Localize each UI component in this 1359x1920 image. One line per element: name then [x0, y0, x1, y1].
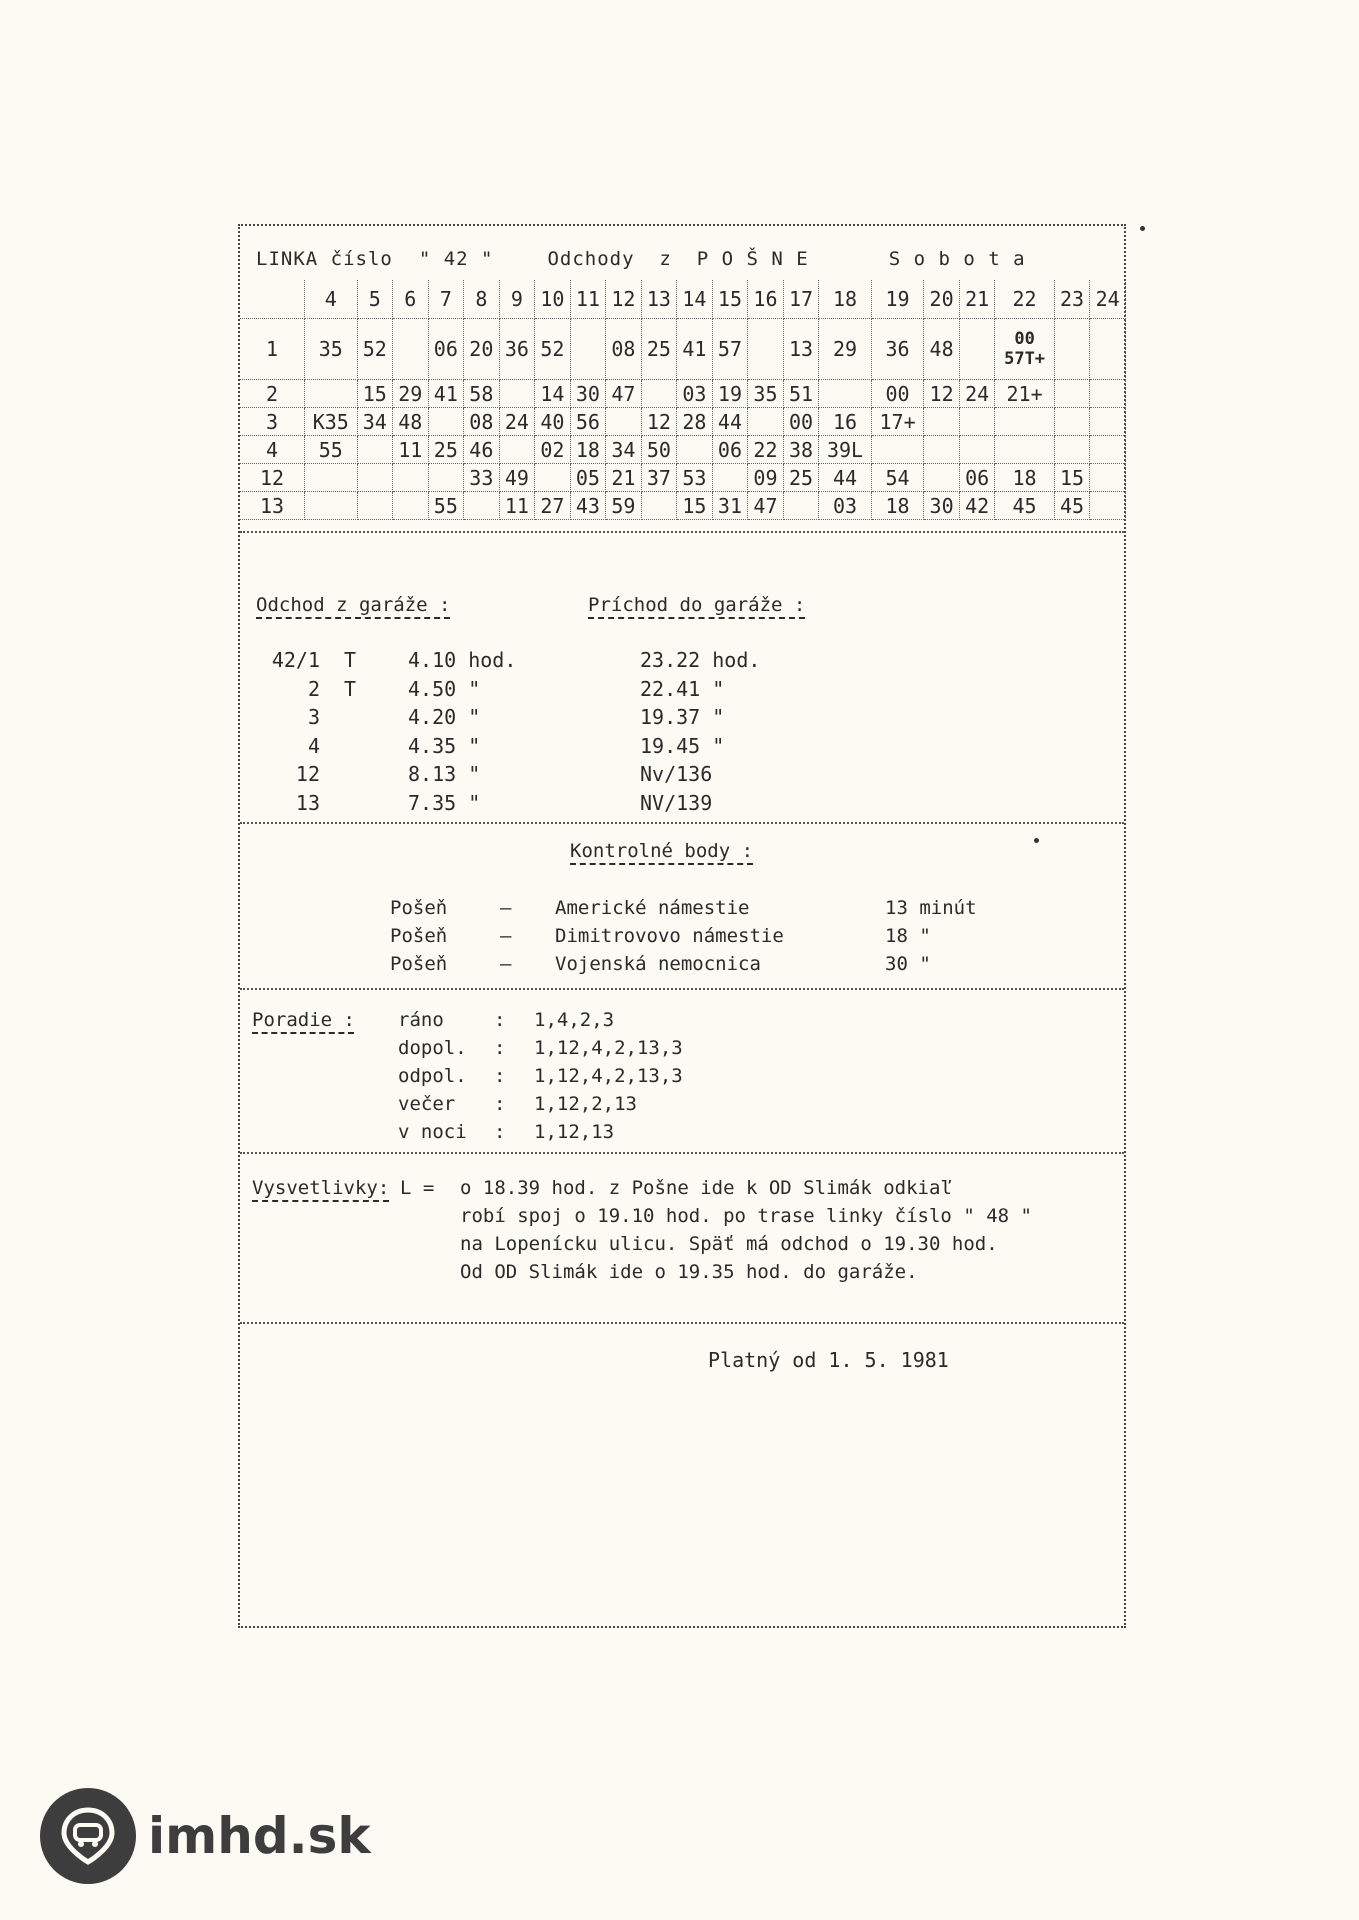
garage-dep: 7.35 "	[408, 790, 481, 815]
kontrol-dash: –	[500, 953, 512, 975]
hour-cell: 11	[570, 280, 606, 319]
minute-cell: 53	[677, 464, 713, 492]
hour-cell: 23	[1054, 280, 1090, 319]
valid-from: Platný od 1. 5. 1981	[708, 1348, 949, 1372]
minute-cell	[305, 380, 358, 408]
minute-cell: 12	[924, 380, 960, 408]
garage-line: 4	[307, 733, 320, 758]
divider	[240, 1322, 1124, 1324]
minute-cell	[570, 319, 606, 380]
poradie-list	[252, 1006, 683, 1146]
minute-cell: 25	[641, 319, 677, 380]
minute-cell	[428, 464, 464, 492]
poradie-row	[252, 1006, 683, 1034]
minute-cell	[305, 492, 358, 520]
minute-cell: 46	[464, 436, 500, 464]
garage-type	[320, 732, 380, 761]
minute-cell	[1090, 380, 1126, 408]
minute-cell: 42	[959, 492, 995, 520]
minute-cell	[924, 464, 960, 492]
row-label: 4	[240, 436, 305, 464]
kontrol-to: Dimitrovovo námestie	[555, 925, 784, 947]
minute-cell	[819, 380, 872, 408]
minute-cell: 11	[499, 492, 535, 520]
minute-cell: 18	[871, 492, 924, 520]
poradie-v: 1,12,4,2,13,3	[534, 1037, 683, 1059]
minute-cell: 35	[305, 319, 358, 380]
poradie-title	[252, 1006, 398, 1034]
hour-cell: 20	[924, 280, 960, 319]
minute-cell: 36	[499, 319, 535, 380]
minute-cell: 29	[393, 380, 429, 408]
row-label: 2	[240, 380, 305, 408]
garage-arr: 22.41 "	[640, 676, 725, 701]
minute-cell: 57	[712, 319, 748, 380]
minute-cell	[464, 492, 500, 520]
grid-row	[240, 380, 1126, 408]
minute-cell: 31	[712, 492, 748, 520]
garage-row	[256, 646, 840, 675]
minute-cell: 28	[677, 408, 713, 436]
poradie-v: 1,12,4,2,13,3	[534, 1065, 683, 1087]
vysv-key	[400, 1202, 460, 1230]
minute-cell	[499, 380, 535, 408]
garage-type	[320, 789, 380, 818]
kontrol-time: 18 "	[885, 925, 931, 947]
minute-cell: 37	[641, 464, 677, 492]
minute-cell: 34	[606, 436, 642, 464]
minute-cell	[1090, 319, 1126, 380]
odchod-title-text: Odchod z garáže :	[256, 594, 451, 616]
poradie-title	[252, 1090, 398, 1118]
vysv-label	[252, 1174, 400, 1202]
hour-cell: 13	[641, 280, 677, 319]
garage-arr: 19.45 "	[640, 733, 725, 758]
odchod-title	[256, 594, 450, 616]
minute-cell: 08	[606, 319, 642, 380]
minute-cell	[748, 319, 784, 380]
vysv-title-text: Vysvetlivky:	[252, 1177, 390, 1199]
minute-cell: 20	[464, 319, 500, 380]
poradie-k: večer	[398, 1093, 456, 1115]
garage-type	[320, 703, 380, 732]
grid-body	[240, 319, 1126, 520]
hour-cell: 9	[499, 280, 535, 319]
minute-cell: 48	[924, 319, 960, 380]
minute-cell: 47	[606, 380, 642, 408]
vysv-label	[252, 1202, 400, 1230]
odchody-label: Odchody z P O Š N E	[547, 248, 809, 270]
poradie-row	[252, 1118, 683, 1146]
vysv-label	[252, 1258, 400, 1286]
grid-row	[240, 319, 1126, 380]
poradie-row	[252, 1090, 683, 1118]
kontrol-row	[390, 922, 977, 950]
minute-cell	[1054, 319, 1090, 380]
hour-cell: 16	[748, 280, 784, 319]
hour-cell: 6	[393, 280, 429, 319]
kontrol-to: Americké námestie	[555, 897, 750, 919]
minute-cell	[995, 436, 1054, 464]
minute-cell	[606, 408, 642, 436]
minute-cell	[305, 464, 358, 492]
grid-row	[240, 436, 1126, 464]
minute-cell	[1054, 408, 1090, 436]
poradie-d: :	[494, 1037, 506, 1059]
minute-cell	[1054, 436, 1090, 464]
minute-cell	[357, 464, 393, 492]
minute-cell: 05	[570, 464, 606, 492]
grid-row	[240, 492, 1126, 520]
minute-cell	[712, 464, 748, 492]
kontrol-dash: –	[500, 897, 512, 919]
vysv-row	[252, 1258, 1032, 1286]
vysv-label	[252, 1230, 400, 1258]
vysv-line: Od OD Slimák ide o 19.35 hod. do garáže.	[460, 1261, 918, 1283]
minute-cell: 08	[464, 408, 500, 436]
hour-cell: 4	[305, 280, 358, 319]
minute-cell: 45	[995, 492, 1054, 520]
minute-cell: 03	[677, 380, 713, 408]
vysv-line: o 18.39 hod. z Pošne ide k OD Slimák odkiaľ	[460, 1177, 952, 1199]
minute-cell	[1090, 464, 1126, 492]
speck	[1140, 226, 1145, 231]
garage-type	[320, 760, 380, 789]
minute-cell: 34	[357, 408, 393, 436]
minute-cell: 45	[1054, 492, 1090, 520]
poradie-title	[252, 1062, 398, 1090]
garage-arr: 19.37 "	[640, 705, 725, 729]
minute-cell: 24	[499, 408, 535, 436]
minute-cell: 21	[606, 464, 642, 492]
poradie-title	[252, 1118, 398, 1146]
garage-type: T	[343, 648, 357, 672]
minute-cell: 52	[357, 319, 393, 380]
divider	[240, 988, 1124, 990]
minute-cell: 44	[712, 408, 748, 436]
minute-cell	[1090, 436, 1126, 464]
garage-dep: 4.35 "	[408, 733, 481, 758]
garage-line: 3	[307, 705, 320, 729]
minute-cell: 41	[428, 380, 464, 408]
kontrol-row	[390, 894, 977, 922]
garage-dep: 4.10 hod.	[408, 648, 517, 672]
hour-cell: 12	[606, 280, 642, 319]
minute-cell: 15	[1054, 464, 1090, 492]
linka-number: " 42 "	[418, 248, 494, 270]
minute-cell: K35	[305, 408, 358, 436]
kontrol-dash: –	[500, 925, 512, 947]
minute-cell: 18	[995, 464, 1054, 492]
garage-dep: 4.20 "	[408, 705, 481, 729]
minute-cell	[393, 319, 429, 380]
bus-pin-icon	[40, 1788, 136, 1884]
vysv-line: na Lopenícku ulicu. Späť má odchod o 19.30 hod.	[460, 1233, 998, 1255]
minute-cell	[357, 492, 393, 520]
minute-cell: 00 57T+	[995, 319, 1054, 380]
kontrol-row	[390, 950, 977, 978]
minute-cell: 06	[712, 436, 748, 464]
minute-cell	[1054, 380, 1090, 408]
poradie-k: ráno	[398, 1009, 444, 1031]
kontrol-from: Pošeň	[390, 953, 448, 975]
vysv-line: robí spoj o 19.10 hod. po trase linky číslo " 48 "	[460, 1205, 1032, 1227]
vysv-row	[252, 1174, 1032, 1202]
minute-cell: 54	[871, 464, 924, 492]
poradie-d: :	[494, 1065, 506, 1087]
minute-cell: 55	[428, 492, 464, 520]
minute-cell: 12	[641, 408, 677, 436]
minute-cell	[959, 408, 995, 436]
corner-cell	[240, 280, 305, 319]
minute-cell: 17+	[871, 408, 924, 436]
divider	[240, 822, 1124, 824]
minute-cell	[924, 408, 960, 436]
poradie-d: :	[494, 1009, 506, 1031]
hour-cell: 19	[871, 280, 924, 319]
poradie-row	[252, 1062, 683, 1090]
minute-cell: 19	[712, 380, 748, 408]
garage-table	[256, 646, 840, 817]
garage-line: 12	[295, 762, 320, 786]
minute-cell: 16	[819, 408, 872, 436]
minute-cell: 21+	[995, 380, 1054, 408]
row-label: 1	[240, 319, 305, 380]
garage-arr: Nv/136	[640, 762, 713, 786]
garage-row	[256, 760, 840, 789]
minute-cell: 55	[305, 436, 358, 464]
minute-cell: 06	[428, 319, 464, 380]
poradie-title-text: Poradie :	[252, 1009, 355, 1031]
poradie-v: 1,4,2,3	[534, 1009, 615, 1031]
vysv-row	[252, 1230, 1032, 1258]
minute-cell: 15	[357, 380, 393, 408]
garage-arr: 23.22 hod.	[640, 648, 761, 672]
row-label: 3	[240, 408, 305, 436]
garage-arr: NV/139	[640, 790, 713, 815]
minute-cell	[748, 408, 784, 436]
grid-row	[240, 408, 1126, 436]
minute-cell	[783, 492, 819, 520]
minute-cell: 24	[959, 380, 995, 408]
garage-row	[256, 703, 840, 732]
minute-cell	[959, 319, 995, 380]
minute-cell	[1090, 408, 1126, 436]
linka-label: LINKA číslo	[256, 248, 393, 270]
garage-row	[256, 675, 840, 704]
minute-cell	[499, 436, 535, 464]
hour-cell: 5	[357, 280, 393, 319]
minute-cell: 00	[783, 408, 819, 436]
minute-cell: 40	[535, 408, 571, 436]
minute-cell	[677, 436, 713, 464]
poradie-k: v noci	[398, 1121, 467, 1143]
minute-cell: 11	[393, 436, 429, 464]
hour-cell: 18	[819, 280, 872, 319]
minute-cell: 56	[570, 408, 606, 436]
minute-cell: 09	[748, 464, 784, 492]
minute-cell: 29	[819, 319, 872, 380]
minute-cell: 48	[393, 408, 429, 436]
vysv-key	[400, 1258, 460, 1286]
row-label: 12	[240, 464, 305, 492]
hour-cell: 15	[712, 280, 748, 319]
row-label: 13	[240, 492, 305, 520]
vysvetlivky	[252, 1174, 1032, 1286]
kontrol-time: 30 "	[885, 953, 931, 975]
poradie-k: dopol.	[398, 1037, 467, 1059]
hour-cell: 17	[783, 280, 819, 319]
kontrolne-title	[570, 840, 753, 862]
speck	[1034, 838, 1039, 843]
brand-name: imhd.sk	[148, 1807, 371, 1865]
minute-cell: 59	[606, 492, 642, 520]
minute-cell	[995, 408, 1054, 436]
minute-cell: 50	[641, 436, 677, 464]
prichod-title-text: Príchod do garáže :	[588, 594, 806, 616]
garage-line: 2	[307, 676, 320, 701]
poradie-d: :	[494, 1121, 506, 1143]
hour-cell: 8	[464, 280, 500, 319]
minute-cell: 06	[959, 464, 995, 492]
minute-cell: 33	[464, 464, 500, 492]
minute-cell: 02	[535, 436, 571, 464]
kontrol-from: Pošeň	[390, 925, 448, 947]
minute-cell: 52	[535, 319, 571, 380]
minute-cell: 38	[783, 436, 819, 464]
garage-row	[256, 732, 840, 761]
minute-cell	[393, 492, 429, 520]
minute-cell: 15	[677, 492, 713, 520]
garage-line: 42/1	[271, 648, 320, 672]
minute-cell: 41	[677, 319, 713, 380]
title-row	[256, 248, 1104, 270]
timetable-sheet	[238, 224, 1126, 1628]
vysv-key: L =	[400, 1177, 435, 1199]
minute-cell	[535, 464, 571, 492]
minute-cell: 36	[871, 319, 924, 380]
hour-cell: 14	[677, 280, 713, 319]
kontrol-to: Vojenská nemocnica	[555, 953, 761, 975]
garage-line: 13	[295, 790, 320, 815]
hour-cell: 22	[995, 280, 1054, 319]
vysv-key	[400, 1230, 460, 1258]
divider	[240, 531, 1124, 533]
minute-cell: 03	[819, 492, 872, 520]
kontrolne-title-text: Kontrolné body :	[570, 840, 754, 862]
hour-cell: 10	[535, 280, 571, 319]
garage-dep: 4.50 "	[408, 676, 481, 701]
minute-cell: 18	[570, 436, 606, 464]
minute-cell: 25	[783, 464, 819, 492]
divider	[240, 1152, 1124, 1154]
minute-cell: 30	[924, 492, 960, 520]
garage-row	[256, 789, 840, 818]
day-label: S o b o t a	[888, 248, 1026, 270]
vysv-row	[252, 1202, 1032, 1230]
poradie-row	[252, 1034, 683, 1062]
minute-cell	[641, 380, 677, 408]
poradie-title	[252, 1034, 398, 1062]
departure-grid	[240, 280, 1126, 520]
brand-logo	[40, 1788, 371, 1884]
minute-cell: 43	[570, 492, 606, 520]
minute-cell	[393, 464, 429, 492]
minute-cell: 13	[783, 319, 819, 380]
prichod-title	[588, 594, 805, 616]
kontrol-from: Pošeň	[390, 897, 448, 919]
minute-cell	[641, 492, 677, 520]
minute-cell: 14	[535, 380, 571, 408]
hour-cell: 24	[1090, 280, 1126, 319]
grid-row	[240, 464, 1126, 492]
minute-cell	[959, 436, 995, 464]
minute-cell: 00	[871, 380, 924, 408]
hours-row	[240, 280, 1126, 319]
garage-type: T	[343, 676, 357, 701]
kontrol-time: 13 minút	[885, 897, 977, 919]
poradie-v: 1,12,13	[534, 1121, 615, 1143]
minute-cell	[871, 436, 924, 464]
poradie-k: odpol.	[398, 1065, 467, 1087]
minute-cell: 51	[783, 380, 819, 408]
minute-cell	[1090, 492, 1126, 520]
minute-cell: 47	[748, 492, 784, 520]
minute-cell: 58	[464, 380, 500, 408]
poradie-d: :	[494, 1093, 506, 1115]
minute-cell: 44	[819, 464, 872, 492]
hour-cell: 7	[428, 280, 464, 319]
minute-cell: 30	[570, 380, 606, 408]
minute-cell: 22	[748, 436, 784, 464]
hour-cell: 21	[959, 280, 995, 319]
kontrolne-list	[390, 894, 977, 978]
poradie-v: 1,12,2,13	[534, 1093, 637, 1115]
minute-cell: 27	[535, 492, 571, 520]
minute-cell: 35	[748, 380, 784, 408]
minute-cell	[357, 436, 393, 464]
minute-cell: 39L	[819, 436, 872, 464]
minute-cell	[428, 408, 464, 436]
minute-cell	[924, 436, 960, 464]
garage-dep: 8.13 "	[408, 762, 481, 786]
minute-cell: 49	[499, 464, 535, 492]
minute-cell: 25	[428, 436, 464, 464]
